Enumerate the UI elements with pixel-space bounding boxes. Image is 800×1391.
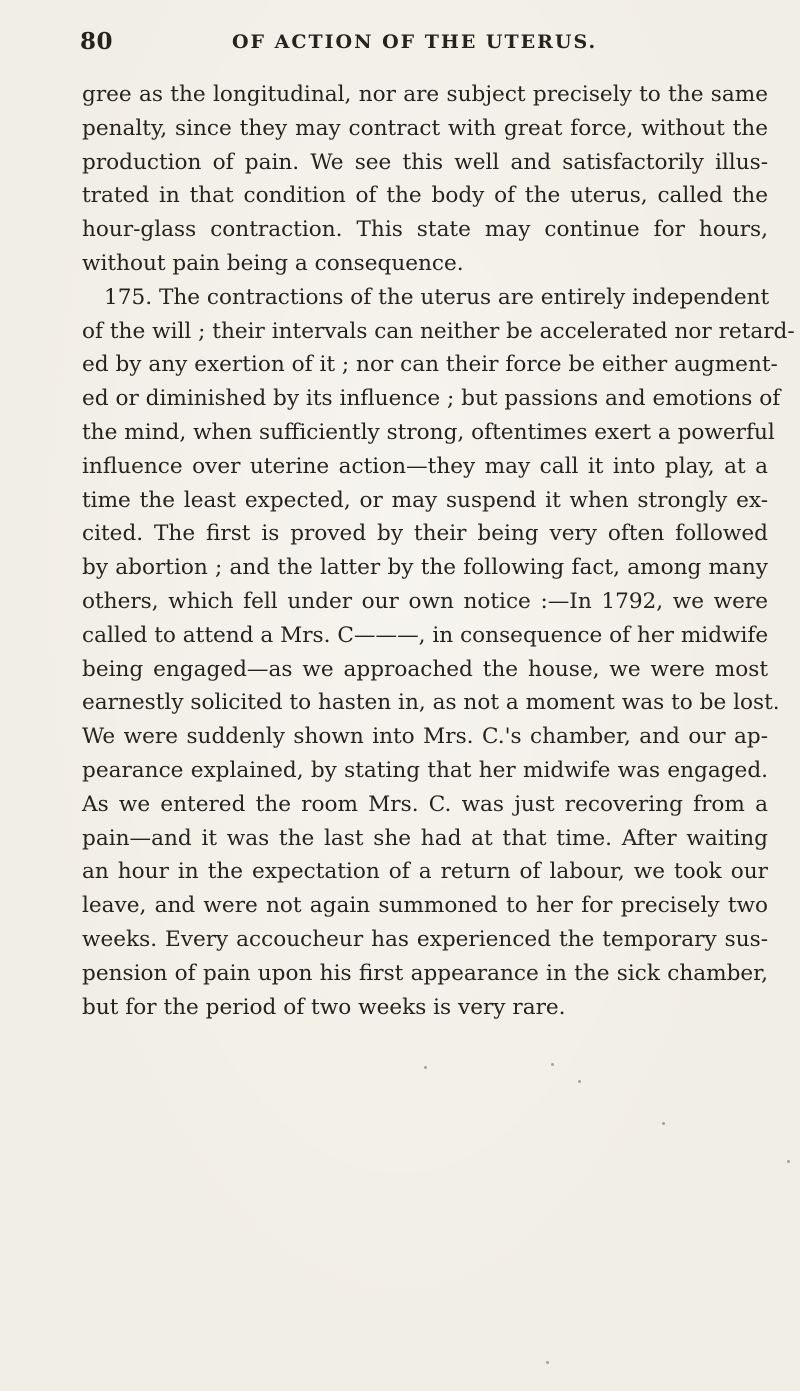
text-line: others, which fell under our own notice :—In 1792, we were xyxy=(82,588,768,614)
page-number: 80 xyxy=(80,28,114,55)
text-line: but for the period of two weeks is very rare. xyxy=(82,994,566,1020)
text-line: of the will ; their intervals can neither be accelerated nor retard- xyxy=(82,318,795,344)
text-line: As we entered the room Mrs. C. was just recovering from a xyxy=(82,791,768,817)
text-line: gree as the longitudinal, nor are subject precisely to the same xyxy=(82,82,768,107)
text-line: trated in that condition of the body of the uterus, called the xyxy=(82,183,768,209)
text-line: called to attend a Mrs. C———, in consequence of her midwife xyxy=(82,622,769,648)
page-header xyxy=(80,28,730,62)
text-line: an hour in the expectation of a return of labour, we took our xyxy=(82,859,768,885)
text-line: We were suddenly shown into Mrs. C.'s chamber, and our ap- xyxy=(82,724,768,750)
text-line: production of pain. We see this well and satisfactorily illus- xyxy=(82,149,768,175)
text-line: pain—and it was the last she had at that time. After waiting xyxy=(82,825,768,851)
text-line: earnestly solicited to hasten in, as not a moment was to be lost. xyxy=(82,690,780,716)
text-line: pension of pain upon his first appearance in the sick chamber, xyxy=(82,960,768,986)
scan-speck xyxy=(662,1122,665,1125)
body-text xyxy=(82,78,795,1024)
text-line: leave, and were not again summoned to her for precisely two xyxy=(82,893,768,919)
scan-speck xyxy=(578,1080,581,1083)
running-head: OF ACTION OF THE UTERUS. xyxy=(232,31,598,53)
scan-speck xyxy=(424,1066,427,1069)
text-line: cited. The first is proved by their being very often followed xyxy=(82,521,768,547)
text-line: pearance explained, by stating that her midwife was engaged. xyxy=(82,757,768,783)
scan-speck xyxy=(787,1160,790,1163)
text-line: the mind, when sufficiently strong, oftentimes exert a powerful xyxy=(82,419,775,445)
scan-speck xyxy=(551,1063,554,1066)
paragraph-175-start: 175. The contractions of the uterus are entirely independent xyxy=(104,284,770,310)
text-line: by abortion ; and the latter by the following fact, among many xyxy=(82,555,768,581)
text-line: weeks. Every accoucheur has experienced the temporary sus- xyxy=(82,926,768,952)
text-line: hour-glass contraction. This state may continue for hours, xyxy=(82,217,768,243)
text-line: time the least expected, or may suspend it when strongly ex- xyxy=(82,487,768,513)
text-line: being engaged—as we approached the house, we were most xyxy=(82,656,768,682)
text-line: without pain being a consequence. xyxy=(82,250,464,276)
scan-speck xyxy=(546,1361,549,1364)
text-line: ed by any exertion of it ; nor can their force be either augment- xyxy=(82,352,778,378)
text-line: penalty, since they may contract with great force, without the xyxy=(82,115,768,141)
text-line: ed or diminished by its influence ; but passions and emotions of xyxy=(82,386,781,412)
text-line: influence over uterine action—they may call it into play, at a xyxy=(82,453,768,479)
